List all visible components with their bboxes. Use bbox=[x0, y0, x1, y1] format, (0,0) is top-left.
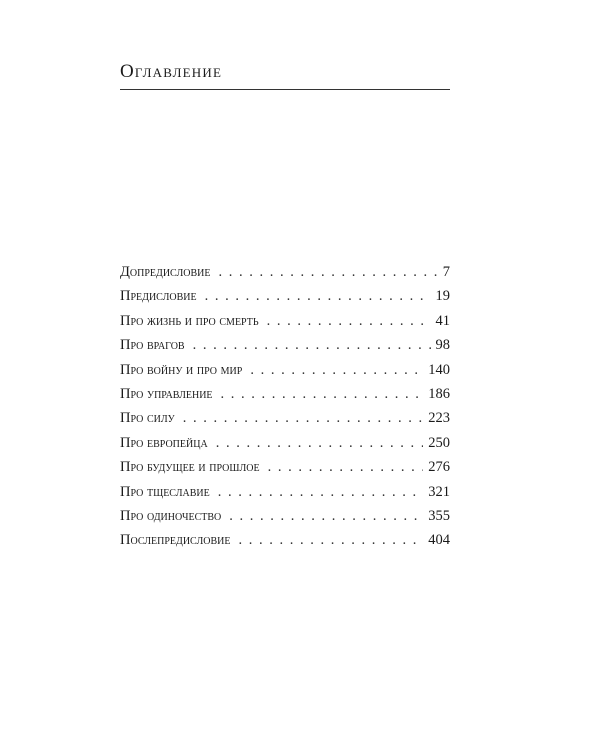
dot-leader bbox=[268, 459, 424, 476]
toc-entry-title: Про тщеславие bbox=[120, 483, 210, 500]
toc-entry-title: Допредисловие bbox=[120, 264, 211, 280]
toc-entry bbox=[120, 508, 450, 532]
toc-entry-page: 186 bbox=[428, 385, 450, 402]
toc-entry-page: 98 bbox=[435, 337, 450, 354]
toc-entry bbox=[120, 532, 450, 556]
toc-entry-page: 19 bbox=[435, 288, 450, 305]
toc-entry-page: 404 bbox=[428, 532, 450, 549]
toc-entry-page: 41 bbox=[435, 312, 450, 329]
toc-entry-page: 321 bbox=[428, 483, 450, 500]
page-title: Оглавление bbox=[120, 61, 223, 82]
toc-entry bbox=[120, 362, 450, 386]
dot-leader bbox=[216, 435, 424, 452]
dot-leader bbox=[221, 386, 424, 403]
toc-entry-title: Про войну и про мир bbox=[120, 361, 243, 378]
toc-entry bbox=[120, 459, 450, 483]
dot-leader bbox=[218, 264, 437, 281]
table-of-contents bbox=[120, 264, 450, 557]
toc-entry-page: 355 bbox=[428, 507, 450, 524]
toc-entry bbox=[120, 410, 450, 434]
toc-entry-page: 250 bbox=[428, 434, 450, 451]
toc-entry-title: Про европейца bbox=[120, 434, 208, 451]
toc-entry-title: Про управление bbox=[120, 385, 213, 402]
toc-entry bbox=[120, 288, 450, 312]
title-underline bbox=[120, 89, 450, 90]
toc-entry bbox=[120, 386, 450, 410]
dot-leader bbox=[229, 508, 423, 525]
toc-entry bbox=[120, 337, 450, 361]
dot-leader bbox=[218, 484, 424, 501]
toc-entry bbox=[120, 484, 450, 508]
dot-leader bbox=[267, 313, 431, 330]
toc-entry bbox=[120, 435, 450, 459]
toc-entry-title: Про будущее и прошлое bbox=[120, 459, 260, 476]
toc-entry-title: Про силу bbox=[120, 410, 175, 427]
toc-entry-page: 276 bbox=[428, 459, 450, 476]
dot-leader bbox=[183, 410, 423, 427]
toc-entry-title: Послепредисловие bbox=[120, 532, 231, 549]
dot-leader bbox=[250, 362, 423, 379]
toc-entry-title: Про жизнь и про смерть bbox=[120, 312, 259, 329]
toc-entry-page: 140 bbox=[428, 361, 450, 378]
toc-entry bbox=[120, 264, 450, 288]
dot-leader bbox=[205, 288, 431, 305]
toc-entry-title: Про одиночество bbox=[120, 507, 222, 524]
toc-entry-title: Предисловие bbox=[120, 288, 197, 305]
toc-entry bbox=[120, 313, 450, 337]
toc-entry-page: 7 bbox=[442, 264, 450, 280]
toc-entry-title: Про врагов bbox=[120, 337, 185, 354]
toc-entry-page: 223 bbox=[428, 410, 450, 427]
dot-leader bbox=[239, 532, 424, 549]
dot-leader bbox=[193, 337, 431, 354]
